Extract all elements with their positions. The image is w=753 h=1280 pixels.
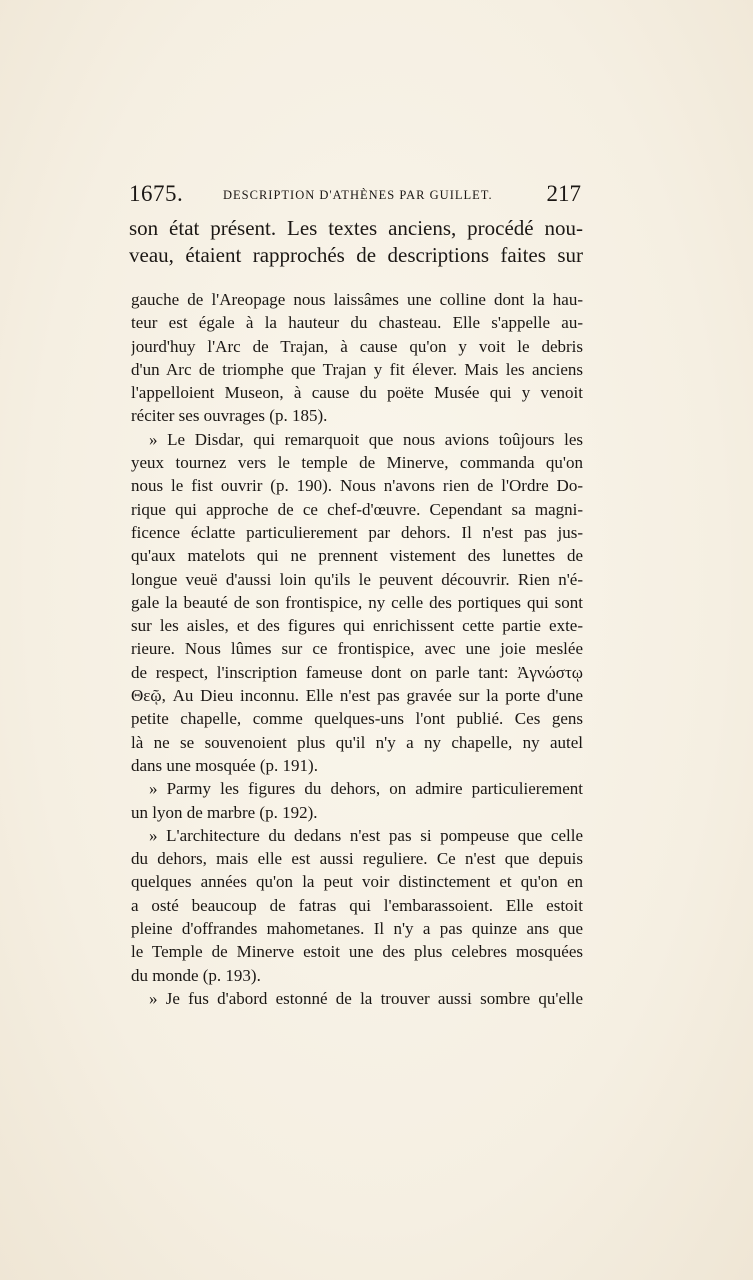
text-line: nous le fist ouvrir (p. 190). Nous n'avons rien de l'Ordre Do- [131, 476, 583, 496]
text-line: ficence éclatte particulierement par dehors. Il n'est pas jus- [131, 522, 583, 542]
lead-line: veau, étaient rapprochés de descriptions faites sur [129, 243, 583, 267]
quoted-text-block [131, 288, 583, 1010]
text-line: d'un Arc de triomphe que Trajan y fit élever. Mais les anciens [131, 359, 583, 379]
text-line: » Je fus d'abord estonné de la trouver aussi sombre qu'elle [149, 988, 583, 1008]
text-line: rieure. Nous lûmes sur ce frontispice, avec une joie meslée [131, 639, 583, 659]
header-year: 1675. [129, 181, 184, 206]
text-line: gale la beauté de son frontispice, ny celle des portiques qui sont [131, 592, 583, 612]
text-line: qu'aux matelots qui ne prennent vistement des lunettes de [131, 546, 583, 566]
text-line: jourd'huy l'Arc de Trajan, à cause qu'on y voit le debris [131, 336, 583, 356]
text-line: le Temple de Minerve estoit une des plus celebres mosquées [131, 942, 583, 962]
lead-line: son état présent. Les textes anciens, procédé nou- [129, 216, 583, 240]
lead-paragraph [129, 215, 583, 269]
text-line: » Parmy les figures du dehors, on admire particulierement [149, 779, 583, 799]
text-line: réciter ses ouvrages (p. 185). [131, 406, 328, 426]
page-number: 217 [546, 181, 581, 206]
text-line: » Le Disdar, qui remarquoit que nous avions toûjours les [149, 429, 583, 449]
text-line: du monde (p. 193). [131, 965, 261, 985]
text-line: teur est égale à la hauteur du chasteau. Elle s'appelle au- [131, 313, 583, 333]
text-line: sur les aisles, et des figures qui enrichissent cette partie exte- [131, 616, 583, 636]
text-line: l'appelloient Museon, à cause du poëte Musée qui y venoit [131, 383, 583, 403]
text-line: là ne se souvenoient plus qu'il n'y a ny chapelle, ny autel [131, 732, 583, 752]
text-line: pleine d'offrandes mahometanes. Il n'y a pas quinze ans que [131, 919, 583, 939]
text-line: » L'architecture du dedans n'est pas si pompeuse que celle [149, 825, 583, 845]
text-line: Θεῷ, Au Dieu inconnu. Elle n'est pas gravée sur la porte d'une [131, 686, 583, 706]
text-line: du dehors, mais elle est aussi reguliere. Ce n'est que depuis [131, 849, 583, 869]
text-line: petite chapelle, comme quelques-uns l'ont publié. Ces gens [131, 709, 583, 729]
text-line: yeux tournez vers le temple de Minerve, commanda qu'on [131, 453, 583, 473]
text-line: quelques années qu'on la peut voir distinctement et qu'on en [131, 872, 583, 892]
text-line: un lyon de marbre (p. 192). [131, 802, 318, 822]
text-line: rique qui approche de ce chef-d'œuvre. Cependant sa magni- [131, 499, 583, 519]
page-header [129, 181, 583, 211]
text-line: de respect, l'inscription fameuse dont on parle tant: Ἀγνώστῳ [131, 662, 583, 682]
text-line: longue veuë d'aussi loin qu'ils le peuvent découvrir. Rien n'é- [131, 569, 583, 589]
text-line: a osté beaucoup de fatras qui l'embarassoient. Elle estoit [131, 895, 583, 915]
text-line: dans une mosquée (p. 191). [131, 755, 318, 775]
text-line: gauche de l'Areopage nous laissâmes une colline dont la hau- [131, 290, 583, 309]
running-title: DESCRIPTION D'ATHÈNES PAR GUILLET. [223, 188, 493, 202]
